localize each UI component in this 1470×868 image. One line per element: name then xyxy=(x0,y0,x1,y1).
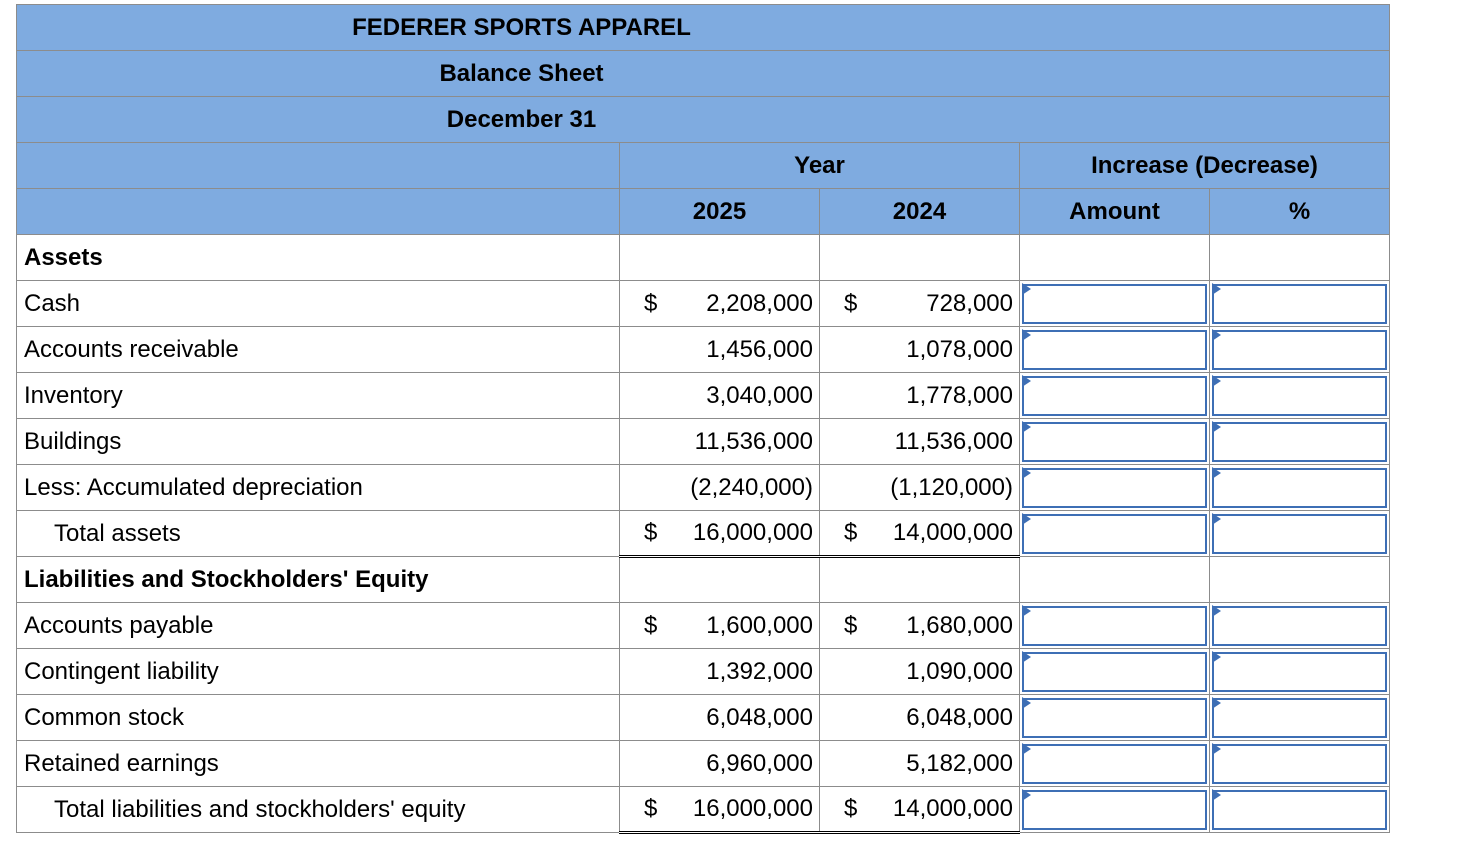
input-marker-icon xyxy=(1022,651,1031,663)
percent-input-cell[interactable] xyxy=(1210,281,1390,327)
value-2025 xyxy=(620,465,820,511)
value-2025-text: 11,536,000 xyxy=(694,427,813,455)
dollar-sign: $ xyxy=(844,289,858,317)
row-label: Common stock xyxy=(17,695,620,741)
input-marker-icon xyxy=(1212,513,1221,525)
value-2025 xyxy=(620,741,820,787)
value-2025-text: (2,240,000) xyxy=(690,473,813,501)
table-row xyxy=(17,741,1390,787)
value-2024 xyxy=(820,281,1020,327)
input-marker-icon xyxy=(1022,697,1031,709)
row-label: Total liabilities and stockholders' equity xyxy=(17,787,620,833)
input-marker-icon xyxy=(1022,329,1031,341)
percent-input[interactable] xyxy=(1212,376,1387,416)
input-marker-icon xyxy=(1022,513,1031,525)
row-label: Retained earnings xyxy=(17,741,620,787)
amount-input-cell[interactable] xyxy=(1020,373,1210,419)
amount-input[interactable] xyxy=(1022,284,1207,324)
percent-input-cell[interactable] xyxy=(1210,511,1390,557)
percent-input[interactable] xyxy=(1212,330,1387,370)
amount-input-cell[interactable] xyxy=(1020,741,1210,787)
statement-title: Balance Sheet xyxy=(17,51,1390,97)
amount-input-cell[interactable] xyxy=(1020,419,1210,465)
value-2024 xyxy=(820,603,1020,649)
value-2024-text: 5,182,000 xyxy=(906,749,1013,777)
value-2024-text: 1,078,000 xyxy=(906,335,1013,363)
amount-input-cell[interactable] xyxy=(1020,603,1210,649)
value-2025-text: 1,456,000 xyxy=(706,335,813,363)
value-2024-text: 11,536,000 xyxy=(894,427,1013,455)
header-blank xyxy=(17,143,620,189)
value-2025-text: 6,960,000 xyxy=(706,749,813,777)
value-2024 xyxy=(820,465,1020,511)
table-row xyxy=(17,327,1390,373)
input-marker-icon xyxy=(1212,467,1221,479)
col-2024-header: 2024 xyxy=(820,189,1020,235)
value-2025 xyxy=(620,281,820,327)
dollar-sign: $ xyxy=(844,611,858,639)
row-label: Accounts receivable xyxy=(17,327,620,373)
dollar-sign: $ xyxy=(644,795,658,822)
percent-input-cell[interactable] xyxy=(1210,787,1390,833)
amount-input-cell[interactable] xyxy=(1020,695,1210,741)
section-heading: Assets xyxy=(17,235,620,281)
amount-input[interactable] xyxy=(1022,744,1207,784)
value-2025 xyxy=(620,649,820,695)
percent-input-cell[interactable] xyxy=(1210,741,1390,787)
company-name: FEDERER SPORTS APPAREL xyxy=(17,5,1390,51)
amount-input-cell[interactable] xyxy=(1020,511,1210,557)
input-marker-icon xyxy=(1022,375,1031,387)
value-2025 xyxy=(620,511,820,557)
value-2025 xyxy=(620,603,820,649)
value-2024 xyxy=(820,695,1020,741)
percent-input[interactable] xyxy=(1212,698,1387,738)
percent-input[interactable] xyxy=(1212,514,1387,554)
percent-input-cell[interactable] xyxy=(1210,649,1390,695)
value-2024 xyxy=(820,787,1020,833)
value-2025-text: 16,000,000 xyxy=(692,795,813,822)
input-marker-icon xyxy=(1212,789,1221,801)
dollar-sign: $ xyxy=(644,611,658,639)
value-2025 xyxy=(620,695,820,741)
input-marker-icon xyxy=(1212,743,1221,755)
input-marker-icon xyxy=(1022,789,1031,801)
value-2024 xyxy=(820,419,1020,465)
year-header: Year xyxy=(620,143,1020,189)
percent-input[interactable] xyxy=(1212,606,1387,646)
amount-input[interactable] xyxy=(1022,698,1207,738)
amount-input[interactable] xyxy=(1022,652,1207,692)
percent-input-cell[interactable] xyxy=(1210,419,1390,465)
value-2025-text: 1,392,000 xyxy=(706,657,813,685)
amount-input-cell[interactable] xyxy=(1020,281,1210,327)
section-heading: Liabilities and Stockholders' Equity xyxy=(17,557,620,603)
value-2025-text: 1,600,000 xyxy=(706,611,813,639)
table-row xyxy=(17,465,1390,511)
percent-input-cell[interactable] xyxy=(1210,695,1390,741)
value-2024-text: 14,000,000 xyxy=(892,795,1013,822)
table-row xyxy=(17,649,1390,695)
section-heading-row xyxy=(17,557,1390,603)
value-2024-text: 1,778,000 xyxy=(906,381,1013,409)
value-2024 xyxy=(820,373,1020,419)
value-2024-text: 728,000 xyxy=(926,289,1013,317)
input-marker-icon xyxy=(1212,329,1221,341)
input-marker-icon xyxy=(1022,605,1031,617)
percent-input-cell[interactable] xyxy=(1210,327,1390,373)
row-label: Total assets xyxy=(17,511,620,557)
input-marker-icon xyxy=(1212,651,1221,663)
table-row xyxy=(17,419,1390,465)
percent-input-cell[interactable] xyxy=(1210,603,1390,649)
value-2024 xyxy=(820,511,1020,557)
percent-input[interactable] xyxy=(1212,790,1387,830)
row-label: Accounts payable xyxy=(17,603,620,649)
input-marker-icon xyxy=(1212,421,1221,433)
dollar-sign: $ xyxy=(844,795,858,822)
dollar-sign: $ xyxy=(644,519,658,546)
value-2025-text: 16,000,000 xyxy=(692,519,813,546)
table-row xyxy=(17,695,1390,741)
value-2025-text: 2,208,000 xyxy=(706,289,813,317)
value-2024-text: 6,048,000 xyxy=(906,703,1013,731)
table-row xyxy=(17,603,1390,649)
input-marker-icon xyxy=(1212,375,1221,387)
amount-input-cell[interactable] xyxy=(1020,327,1210,373)
value-2024-text: 1,680,000 xyxy=(906,611,1013,639)
col-amount-header: Amount xyxy=(1020,189,1210,235)
value-2024 xyxy=(820,741,1020,787)
value-2025-text: 3,040,000 xyxy=(706,381,813,409)
table-row xyxy=(17,787,1390,833)
amount-input-cell[interactable] xyxy=(1020,787,1210,833)
statement-date: December 31 xyxy=(17,97,1390,143)
row-label: Less: Accumulated depreciation xyxy=(17,465,620,511)
value-2024-text: 14,000,000 xyxy=(892,519,1013,546)
percent-input[interactable] xyxy=(1212,284,1387,324)
row-label: Cash xyxy=(17,281,620,327)
col-2025-header: 2025 xyxy=(620,189,820,235)
amount-input[interactable] xyxy=(1022,468,1207,508)
table-row xyxy=(17,281,1390,327)
input-marker-icon xyxy=(1022,421,1031,433)
dollar-sign: $ xyxy=(644,289,658,317)
amount-input-cell[interactable] xyxy=(1020,649,1210,695)
amount-input[interactable] xyxy=(1022,606,1207,646)
amount-input-cell[interactable] xyxy=(1020,465,1210,511)
header-blank xyxy=(17,189,620,235)
value-2024 xyxy=(820,327,1020,373)
col-percent-header: % xyxy=(1210,189,1390,235)
input-marker-icon xyxy=(1022,283,1031,295)
input-marker-icon xyxy=(1022,467,1031,479)
row-label: Buildings xyxy=(17,419,620,465)
value-2024-text: 1,090,000 xyxy=(906,657,1013,685)
value-2025 xyxy=(620,373,820,419)
table-row xyxy=(17,373,1390,419)
percent-input[interactable] xyxy=(1212,652,1387,692)
table-row xyxy=(17,511,1390,557)
row-label: Inventory xyxy=(17,373,620,419)
value-2025 xyxy=(620,787,820,833)
percent-input[interactable] xyxy=(1212,422,1387,462)
section-heading-row xyxy=(17,235,1390,281)
row-label: Contingent liability xyxy=(17,649,620,695)
percent-input[interactable] xyxy=(1212,468,1387,508)
dollar-sign: $ xyxy=(844,519,858,546)
value-2024-text: (1,120,000) xyxy=(890,473,1013,501)
percent-input-cell[interactable] xyxy=(1210,465,1390,511)
input-marker-icon xyxy=(1022,743,1031,755)
amount-input[interactable] xyxy=(1022,376,1207,416)
input-marker-icon xyxy=(1212,697,1221,709)
balance-sheet-table xyxy=(16,4,1390,834)
value-2025 xyxy=(620,327,820,373)
value-2025 xyxy=(620,419,820,465)
value-2024 xyxy=(820,649,1020,695)
amount-input[interactable] xyxy=(1022,422,1207,462)
input-marker-icon xyxy=(1212,283,1221,295)
change-header: Increase (Decrease) xyxy=(1020,143,1390,189)
value-2025-text: 6,048,000 xyxy=(706,703,813,731)
percent-input-cell[interactable] xyxy=(1210,373,1390,419)
amount-input[interactable] xyxy=(1022,330,1207,370)
amount-input[interactable] xyxy=(1022,790,1207,830)
input-marker-icon xyxy=(1212,605,1221,617)
amount-input[interactable] xyxy=(1022,514,1207,554)
percent-input[interactable] xyxy=(1212,744,1387,784)
